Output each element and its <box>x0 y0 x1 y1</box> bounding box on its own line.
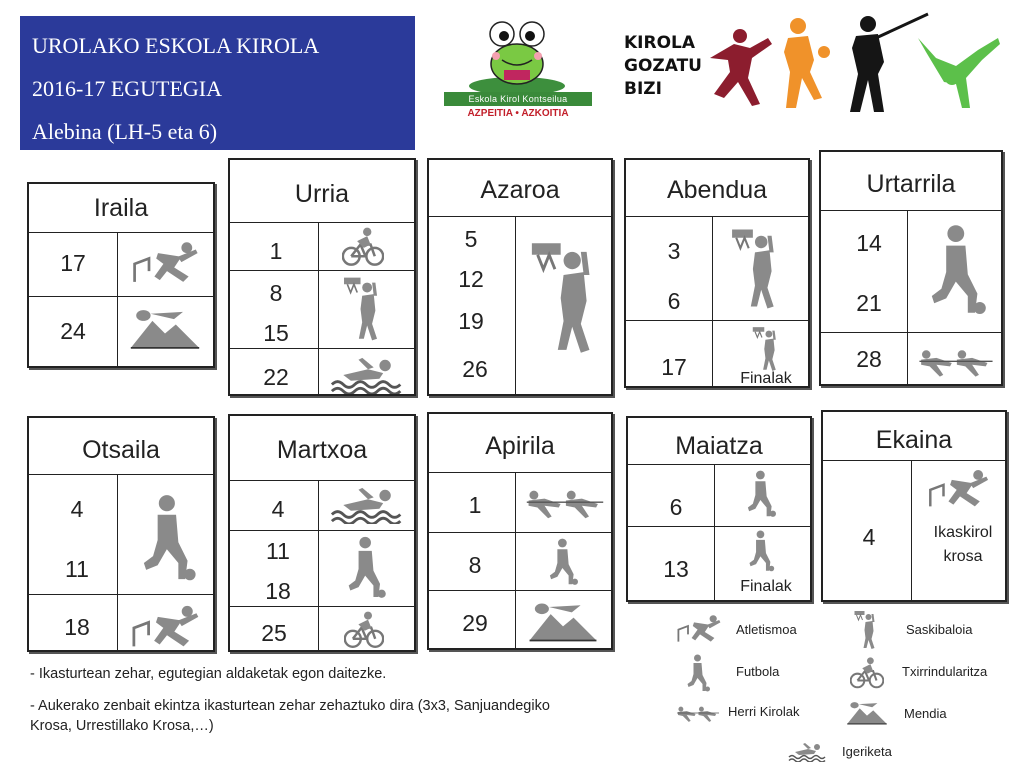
day-13: 13 <box>663 556 689 582</box>
mendia-icon <box>527 600 599 644</box>
logo-sub-text: AZPEITIA • AZKOITIA <box>467 108 569 119</box>
saskibaloia-icon <box>730 226 782 312</box>
month-name: Azaroa <box>480 176 560 204</box>
month-name: Martxoa <box>276 436 368 464</box>
month-name: Urria <box>294 180 350 208</box>
eskola-kirol-logo <box>442 16 592 126</box>
orange-football-icon <box>784 18 830 108</box>
slogan-line-3: BIZI <box>624 79 662 99</box>
month-name: Otsaila <box>82 436 160 464</box>
futbola-icon <box>344 536 388 602</box>
saskibaloia-icon <box>342 276 384 342</box>
day-11: 11 <box>266 538 290 564</box>
month-card-apirila <box>427 412 613 650</box>
igeriketa-icon <box>330 486 406 524</box>
slogan-line-1: KIROLA <box>624 33 696 53</box>
saskibaloia-icon <box>852 610 880 655</box>
red-runner-icon <box>710 29 772 106</box>
title-banner <box>20 16 415 150</box>
day-15: 15 <box>263 320 289 346</box>
slogan-line-2: GOZATU <box>624 56 702 76</box>
legend-futbola: Futbola <box>736 664 780 679</box>
title-line-1: UROLAKO ESKOLA KIROLA <box>32 33 320 58</box>
legend-herri-kirolak: Herri Kirolak <box>728 704 800 719</box>
atletismoa-icon <box>129 604 205 650</box>
month-card-urtarrila <box>819 150 1003 386</box>
atletismoa-icon <box>676 612 724 651</box>
legend-saskibaloia: Saskibaloia <box>906 622 973 637</box>
day-18: 18 <box>64 614 90 640</box>
finalak-note: Finalak <box>740 578 792 595</box>
month-name: Apirila <box>485 432 555 460</box>
month-card-martxoa <box>228 414 416 652</box>
slogan <box>624 32 702 101</box>
day-21: 21 <box>856 290 882 316</box>
month-card-maiatza <box>626 416 812 602</box>
day-4: 4 <box>862 524 876 550</box>
day-18: 18 <box>265 578 291 604</box>
title-line-3: Alebina (LH-5 eta 6) <box>32 119 218 144</box>
txirrindularitza-icon <box>850 656 884 695</box>
day-17: 17 <box>661 354 687 380</box>
legend-atletismoa: Atletismoa <box>736 622 797 637</box>
month-name: Maiatza <box>675 432 763 460</box>
saskibaloia-icon <box>529 238 601 358</box>
frog-mascot-icon <box>442 16 592 96</box>
futbola-icon <box>543 538 583 588</box>
igeriketa-icon <box>330 356 406 394</box>
day-8: 8 <box>468 552 482 578</box>
day-3: 3 <box>667 238 681 264</box>
month-card-ekaina <box>821 410 1007 602</box>
day-1: 1 <box>468 492 482 518</box>
krosa-note: krosa <box>943 548 983 565</box>
day-29: 29 <box>462 610 488 636</box>
legend-txirrindularitza: Txirrindularitza <box>902 664 988 679</box>
day-17: 17 <box>60 250 86 276</box>
txirrindularitza-icon <box>344 610 384 650</box>
futbola-icon <box>925 224 989 320</box>
month-name: Abendua <box>666 176 768 204</box>
day-26: 26 <box>462 356 488 382</box>
title-line-2: 2016-17 EGUTEGIA <box>32 76 223 101</box>
txirrindularitza-icon <box>342 226 384 268</box>
day-6: 6 <box>667 288 681 314</box>
futbola-icon <box>744 530 778 574</box>
day-24: 24 <box>60 318 86 344</box>
day-1: 1 <box>269 238 283 264</box>
green-cartwheel-icon <box>918 38 1000 108</box>
day-22: 22 <box>263 364 289 390</box>
legend-igeriketa: Igeriketa <box>842 744 892 759</box>
mendia-icon <box>846 700 888 731</box>
day-14: 14 <box>856 230 882 256</box>
saskibaloia-icon <box>750 326 782 372</box>
legend-mendia: Mendia <box>904 706 947 721</box>
day-4: 4 <box>70 496 84 522</box>
ikaskirol-note: Ikaskirol <box>933 524 993 541</box>
black-javelin-icon <box>850 14 928 112</box>
note-changes: - Ikasturtean zehar, egutegian aldaketak egon daitezke. <box>30 666 387 682</box>
day-25: 25 <box>261 620 287 646</box>
month-name: Iraila <box>93 194 149 222</box>
month-card-urria <box>228 158 416 396</box>
futbola-icon <box>744 470 778 520</box>
month-card-iraila <box>27 182 215 368</box>
note-optional-line-2: Krosa, Urrestillako Krosa,…) <box>30 718 214 734</box>
day-19: 19 <box>458 308 484 334</box>
day-11: 11 <box>65 556 89 582</box>
month-name: Ekaina <box>875 426 953 454</box>
athlete-silhouettes-illustration <box>700 8 1010 118</box>
month-card-otsaila <box>27 416 215 652</box>
month-card-azaroa <box>427 158 613 396</box>
day-12: 12 <box>458 266 484 292</box>
futbola-icon <box>139 494 197 586</box>
herri-kirolak-icon <box>917 346 995 380</box>
futbola-icon <box>684 654 712 699</box>
finalak-note: Finalak <box>740 370 792 387</box>
herri-kirolak-icon <box>676 702 720 731</box>
day-6: 6 <box>669 494 683 520</box>
note-optional-line-1: - Aukerako zenbait ekintza ikasturtean zehar zehaztuko dira (3x3, Sanjuandegiko <box>30 698 550 714</box>
month-name: Urtarrila <box>866 170 956 198</box>
day-28: 28 <box>856 346 882 372</box>
day-5: 5 <box>464 226 478 252</box>
day-8: 8 <box>269 280 283 306</box>
logo-band-text: Eskola Kirol Kontseilua <box>444 92 592 106</box>
herri-kirolak-icon <box>525 486 605 522</box>
atletismoa-icon <box>131 240 203 286</box>
mendia-icon <box>129 306 201 352</box>
igeriketa-icon <box>788 742 828 767</box>
atletismoa-icon <box>927 468 993 510</box>
month-card-abendua <box>624 158 810 388</box>
day-4: 4 <box>271 496 285 522</box>
